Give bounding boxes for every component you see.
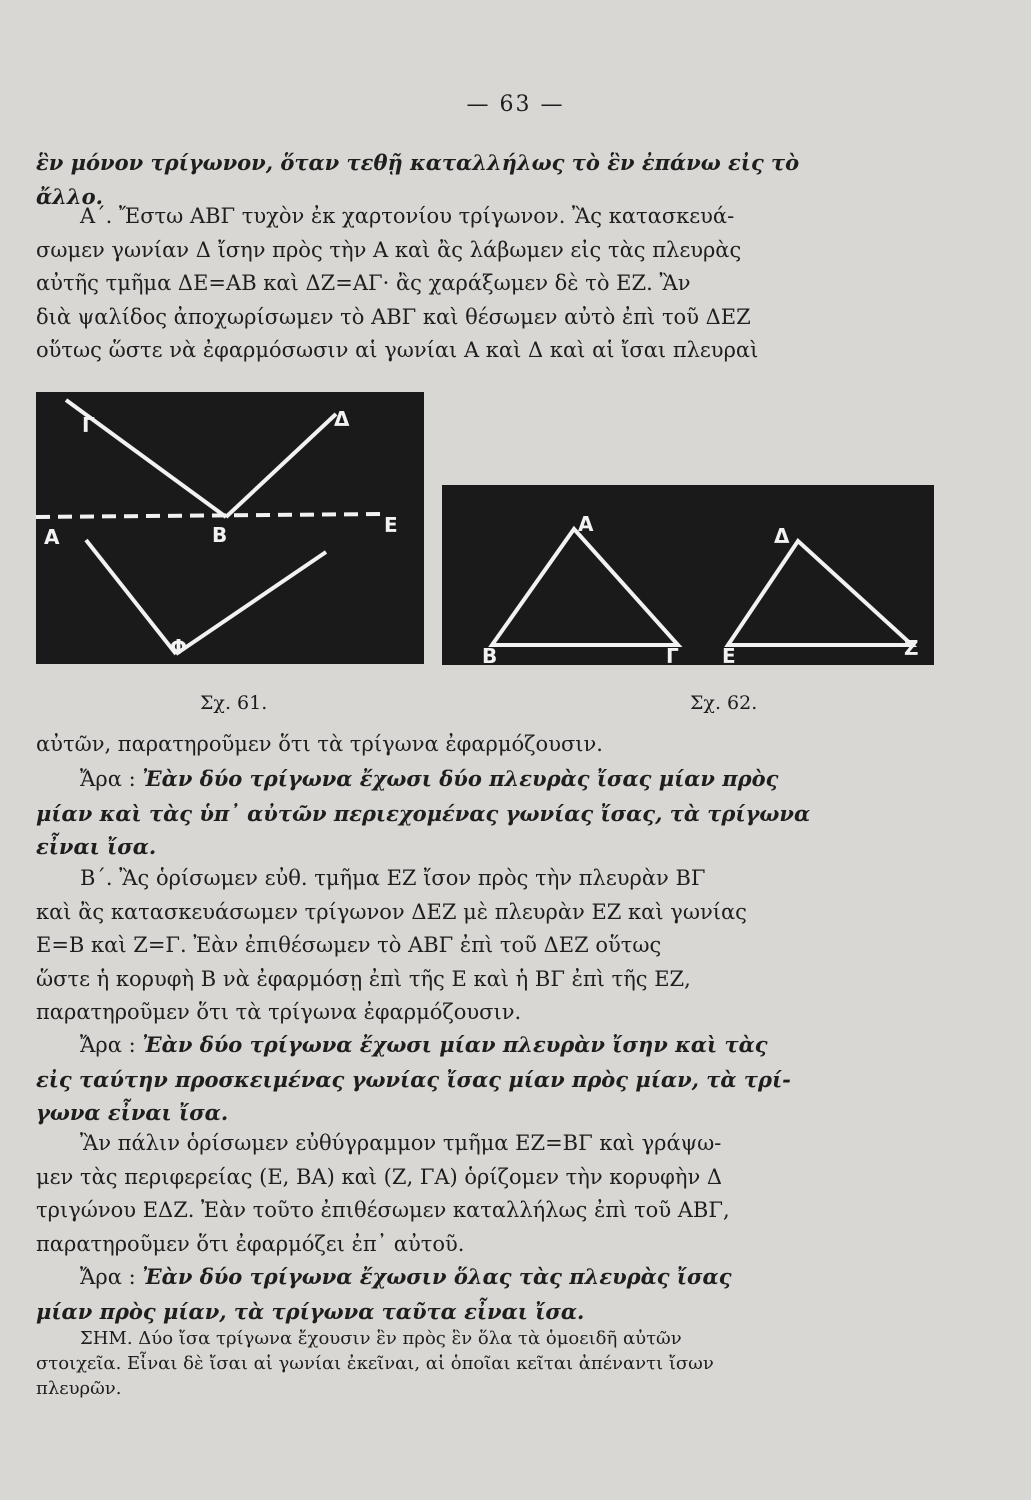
text-line: οὕτως ὥστε νὰ ἐφαρμόσωσιν αἱ γωνίαι Α καὶ Δ καὶ αἱ ἴσαι πλευραὶ xyxy=(36,338,759,362)
text-line: σωμεν γωνίαν Δ ἴσην πρὸς τὴν Α καὶ ἂς λάβωμεν εἰς τὰς πλευρὰς xyxy=(36,237,742,262)
conclusion-2 xyxy=(36,1028,898,1130)
line-alpha-epsilon xyxy=(36,514,381,517)
note xyxy=(36,1326,898,1401)
text-line: γωνα εἶναι ἴσα. xyxy=(36,1100,229,1125)
conclusion-prefix: Ἄρα : xyxy=(80,1265,136,1289)
conclusion-3 xyxy=(36,1260,898,1328)
figure-62 xyxy=(442,485,934,665)
label-zeta: Ζ xyxy=(904,636,919,660)
text-line: ἓν μόνον τρίγωνον, ὅταν τεθῇ καταλλήλως τὸ ἓν ἐπάνω εἰς τὸ xyxy=(36,150,800,175)
triangle-abg xyxy=(492,529,678,645)
label-delta: Δ xyxy=(774,524,790,548)
caption-figure-62: Σχ. 62. xyxy=(690,692,758,714)
conclusion-text: Ἐὰν δύο τρίγωνα ἔχωσι δύο πλευρὰς ἴσας μίαν πρὸς xyxy=(142,766,779,791)
text-line: παρατηροῦμεν ὅτι ἐφαρμόζει ἐπ᾽ αὐτοῦ. xyxy=(36,1231,465,1256)
conclusion-prefix: Ἄρα : xyxy=(80,1033,136,1057)
text-line: στοιχεῖα. Εἶναι δὲ ἴσαι αἱ γωνίαι ἐκεῖναι, αἱ ὁποῖαι κεῖται ἀπέναντι ἴσων xyxy=(36,1353,714,1374)
text-line: ὥστε ἡ κορυφὴ Β νὰ ἐφαρμόσῃ ἐπὶ τῆς Ε καὶ ἡ ΒΓ ἐπὶ τῆς ΕΖ, xyxy=(36,966,691,991)
label-alpha: Α xyxy=(44,525,60,549)
paragraph-c xyxy=(36,1127,898,1261)
page-number: — 63 — xyxy=(466,92,565,117)
text-line: ΣΗΜ. Δύο ἴσα τρίγωνα ἔχουσιν ἓν πρὸς ἓν ὅλα τὰ ὁμοειδῆ αὐτῶν xyxy=(80,1328,682,1349)
text-line: αὐτῆς τμῆμα ΔΕ=ΑΒ καὶ ΔΖ=ΑΓ· ἂς χαράξωμεν δὲ τὸ ΕΖ. Ἂν xyxy=(36,271,691,295)
label-beta: Β xyxy=(482,644,498,665)
text-line: εἰς ταύτην προσκειμένας γωνίας ἴσας μίαν πρὸς μίαν, τὰ τρί- xyxy=(36,1066,791,1092)
text-line xyxy=(36,1028,898,1063)
line-alpha-phi xyxy=(86,540,176,654)
text-line: πλευρῶν. xyxy=(36,1378,122,1399)
text-line: Α΄. Ἔστω ΑΒΓ τυχὸν ἐκ χαρτονίου τρίγωνον. Ἂς κατασκευά- xyxy=(80,204,735,228)
text-line: Β΄. Ἂς ὁρίσωμεν εὐθ. τμῆμα ΕΖ ἴσον πρὸς τὴν πλευρὰν ΒΓ xyxy=(80,866,706,890)
text-line: μίαν καὶ τὰς ὑπ᾽ αὐτῶν περιεχομένας γωνίας ἴσας, τὰ τρίγωνα xyxy=(36,800,811,826)
text-line: διὰ ψαλίδος ἀποχωρίσωμεν τὸ ΑΒΓ καὶ θέσωμεν αὐτὸ ἐπὶ τοῦ ΔΕΖ xyxy=(36,304,751,329)
caption-figure-61: Σχ. 61. xyxy=(200,692,268,714)
text-line xyxy=(36,1260,898,1295)
figure-61 xyxy=(36,392,424,664)
text-line xyxy=(36,762,898,797)
text-line: παρατηροῦμεν ὅτι τὰ τρίγωνα ἐφαρμόζουσιν. xyxy=(36,1000,522,1024)
text-line: τριγώνου ΕΔΖ. Ἐὰν τοῦτο ἐπιθέσωμεν καταλλήλως ἐπὶ τοῦ ΑΒΓ, xyxy=(36,1198,730,1222)
line-phi-right xyxy=(176,552,326,654)
label-beta: Β xyxy=(212,523,228,547)
paragraph-a xyxy=(36,200,898,368)
conclusion-prefix: Ἄρα : xyxy=(80,767,136,791)
text-line: Ε=Β καὶ Ζ=Γ. Ἐὰν ἐπιθέσωμεν τὸ ΑΒΓ ἐπὶ τοῦ ΔΕΖ οὕτως xyxy=(36,933,662,957)
triangle-dez xyxy=(728,541,912,645)
text-line: αὐτῶν, παρατηροῦμεν ὅτι τὰ τρίγωνα ἐφαρμόζουσιν. xyxy=(36,732,603,756)
text-line: μίαν πρὸς μίαν, τὰ τρίγωνα ταῦτα εἶναι ἴσα. xyxy=(36,1298,585,1324)
label-gamma: Γ xyxy=(666,644,679,665)
conclusion-text: Ἐὰν δύο τρίγωνα ἔχωσι μίαν πλευρὰν ἴσην καὶ τὰς xyxy=(142,1032,768,1057)
figure-62-drawing xyxy=(442,485,934,665)
text-line: εἶναι ἴσα. xyxy=(36,834,157,859)
conclusion-1 xyxy=(36,762,898,864)
figure-61-drawing xyxy=(36,392,424,664)
text-line: ἄλλο. xyxy=(36,183,103,209)
label-gamma: Γ xyxy=(82,413,95,437)
label-epsilon: Ε xyxy=(722,644,736,665)
conclusion-text: Ἐὰν δύο τρίγωνα ἔχωσιν ὅλας τὰς πλευρὰς ἴσας xyxy=(142,1264,732,1289)
label-phi: Φ xyxy=(170,635,188,659)
text-line: καὶ ἂς κατασκευάσωμεν τρίγωνον ΔΕΖ μὲ πλευρὰν ΕΖ καὶ γωνίας xyxy=(36,899,747,924)
label-alpha: Α xyxy=(578,512,594,536)
line-beta-delta xyxy=(226,414,336,517)
paragraph-b xyxy=(36,862,898,1030)
text-line: Ἂν πάλιν ὁρίσωμεν εὐθύγραμμον τμῆμα ΕΖ=ΒΓ καὶ γράψω- xyxy=(80,1131,722,1155)
after-figure-text xyxy=(36,728,898,762)
text-line: μεν τὰς περιφερείας (Ε, ΒΑ) καὶ (Ζ, ΓΑ) ὁρίζομεν τὴν κορυφὴν Δ xyxy=(36,1164,723,1189)
label-epsilon: Ε xyxy=(384,513,398,537)
label-delta: Δ xyxy=(334,407,350,431)
